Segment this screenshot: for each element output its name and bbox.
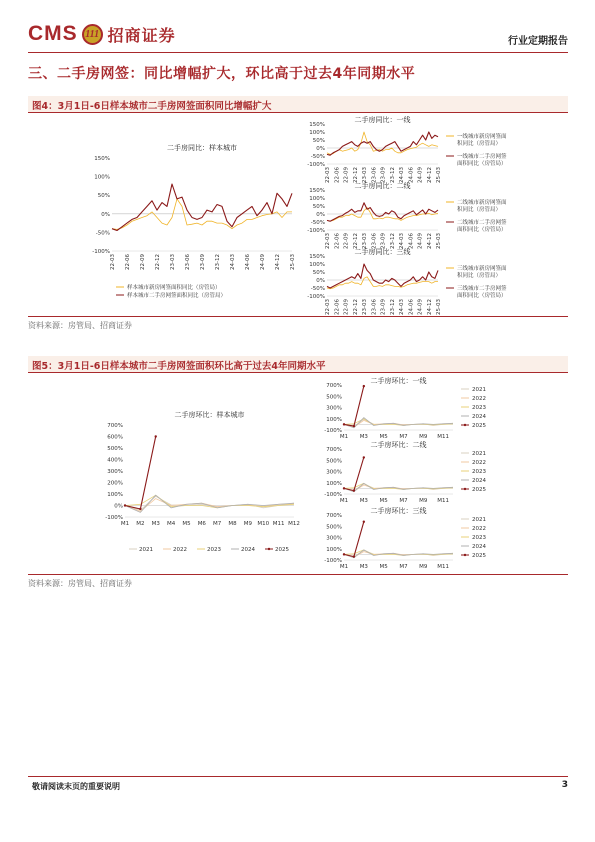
x-tick-label: M1	[120, 521, 130, 527]
x-tick-label: 23-12	[389, 299, 396, 315]
y-tick-label: -50%	[310, 286, 325, 292]
series-point	[363, 456, 365, 458]
x-tick-label: 23-09	[200, 254, 206, 270]
x-tick-label: 24-06	[408, 299, 415, 315]
legend-label: 2023	[472, 405, 486, 411]
x-tick-label: M1	[339, 564, 349, 570]
chart-mom-sample	[95, 405, 300, 557]
x-tick-label: M5	[379, 498, 388, 504]
x-tick-label: M9	[419, 498, 428, 504]
yoy-tier2-svg	[305, 182, 507, 250]
x-tick-label: 24-12	[426, 233, 433, 249]
x-tick-label: 23-06	[185, 254, 191, 270]
x-tick-label: 22-09	[343, 233, 350, 249]
legend-label: 2025	[472, 487, 486, 493]
y-tick-label: 100%	[107, 492, 123, 498]
x-tick-label: 25-03	[290, 254, 296, 270]
series-point	[363, 521, 365, 523]
x-tick-label: M1	[339, 498, 349, 504]
chart-mom-tier3	[322, 507, 487, 572]
section-title: 三、二手房网签：同比增幅扩大，环比高于过去4年同期水平	[28, 66, 416, 82]
x-tick-label: 22-03	[325, 299, 331, 315]
legend-label: 积同比（房管局）	[457, 141, 502, 147]
x-tick-label: 23-09	[380, 233, 387, 249]
y-tick-label: 100%	[309, 130, 325, 136]
y-tick-label: 700%	[326, 383, 342, 389]
yoy-tier3-title: 二手房同比：三线	[354, 248, 411, 256]
x-tick-label: 23-06	[371, 233, 378, 249]
y-tick-label: -100%	[324, 428, 342, 434]
logo-company-name: 招商证券	[107, 25, 176, 45]
figure4-source: 资料来源：房管局、招商证券	[28, 316, 568, 331]
y-tick-label: -50%	[95, 230, 110, 237]
x-tick-label: 24-12	[275, 254, 281, 270]
x-tick-label: 22-06	[125, 254, 131, 270]
legend-label: 2025	[472, 423, 486, 429]
y-tick-label: 0%	[316, 212, 325, 218]
series-point	[124, 504, 126, 506]
x-tick-label: M12	[288, 521, 300, 527]
legend-label: 2023	[472, 469, 486, 475]
y-tick-label: 300%	[326, 535, 342, 542]
x-tick-label: M11	[272, 521, 285, 527]
mom-tier1-title: 二手房环比：一线	[370, 377, 427, 385]
yoy-sample-title: 二手房同比：样本城市	[167, 144, 237, 152]
x-tick-label: 23-12	[389, 167, 396, 183]
x-tick-label: 22-03	[325, 167, 331, 183]
header-divider	[28, 52, 568, 53]
series-point	[353, 425, 355, 427]
y-tick-label: 500%	[326, 394, 342, 401]
report-type: 行业定期报告	[508, 36, 568, 47]
legend-marker	[464, 488, 466, 490]
legend-marker	[464, 424, 466, 426]
x-tick-label: 24-03	[399, 233, 405, 249]
legend-label: 积同比（房管局）	[457, 207, 502, 213]
chart-yoy-tier2	[305, 182, 507, 250]
logo-text: CMS	[28, 22, 78, 45]
legend-label: 样本城市二手房网签面积同比（房管局）	[127, 293, 227, 299]
y-tick-label: -50%	[310, 220, 325, 226]
legend-label: 三线城市二手房网签	[457, 286, 507, 292]
series-point	[343, 487, 345, 489]
y-tick-label: -100%	[307, 162, 325, 168]
x-tick-label: M1	[339, 434, 349, 440]
legend-label: 2021	[472, 451, 486, 457]
x-tick-label: 23-06	[371, 299, 378, 315]
x-tick-label: M3	[359, 564, 368, 570]
footer-divider	[28, 776, 568, 777]
x-tick-label: 23-03	[362, 299, 368, 315]
legend-label: 积同比（房管局）	[457, 273, 502, 279]
series-point	[155, 435, 157, 437]
legend-label: 2024	[472, 544, 486, 550]
x-tick-label: 24-12	[426, 167, 433, 183]
y-tick-label: -100%	[105, 515, 123, 521]
legend-label: 三线城市新房网签面	[457, 266, 507, 272]
x-tick-label: 23-09	[380, 299, 387, 315]
x-tick-label: 24-03	[399, 167, 405, 183]
chart-yoy-tier1	[305, 116, 507, 184]
legend-label: 2023	[472, 535, 486, 541]
legend-label: 2025	[275, 547, 289, 553]
x-tick-label: M9	[419, 564, 428, 570]
x-tick-label: 22-09	[343, 299, 350, 315]
x-tick-label: 23-09	[380, 167, 387, 183]
x-tick-label: M5	[182, 521, 191, 527]
y-tick-label: 150%	[309, 122, 325, 128]
x-tick-label: 24-09	[417, 299, 424, 315]
yoy-tier1-title: 二手房同比：一线	[354, 116, 411, 124]
mom-tier3-svg	[322, 507, 487, 572]
series-line-0	[327, 132, 438, 154]
x-tick-label: 22-06	[334, 167, 341, 183]
x-tick-label: M3	[359, 498, 368, 504]
x-tick-label: M9	[419, 434, 428, 440]
x-tick-label: 22-09	[343, 167, 350, 183]
x-tick-label: 23-12	[215, 254, 221, 270]
y-tick-label: 700%	[326, 513, 342, 519]
y-tick-label: -100%	[307, 228, 325, 234]
x-tick-label: 24-09	[417, 167, 424, 183]
x-tick-label: M8	[228, 521, 237, 527]
x-tick-label: M2	[136, 521, 145, 527]
legend-label: 2024	[472, 414, 486, 420]
legend-label: 面积同比（房管局）	[457, 227, 507, 233]
y-tick-label: 150%	[94, 156, 110, 162]
x-tick-label: M7	[399, 498, 408, 504]
series-point	[343, 423, 345, 425]
x-tick-label: 24-03	[399, 299, 405, 315]
y-tick-label: 200%	[107, 480, 123, 487]
x-tick-label: M6	[197, 521, 206, 527]
chart-mom-tier2	[322, 441, 487, 506]
legend-label: 一线城市新房网签面	[457, 134, 507, 140]
yoy-sample-svg	[88, 140, 298, 307]
legend-marker	[268, 548, 270, 550]
x-tick-label: 22-12	[352, 299, 359, 315]
y-tick-label: 100%	[94, 174, 110, 181]
x-tick-label: 22-03	[325, 233, 331, 249]
x-tick-label: 23-03	[362, 167, 368, 183]
yoy-tier1-svg	[305, 116, 507, 184]
y-tick-label: 500%	[107, 446, 123, 452]
y-tick-label: -100%	[324, 492, 342, 498]
y-tick-label: 50%	[312, 270, 325, 276]
y-tick-label: 100%	[326, 416, 342, 423]
x-tick-label: 22-09	[140, 254, 146, 270]
y-tick-label: 50%	[97, 193, 110, 200]
y-tick-label: 300%	[326, 405, 342, 412]
legend-label: 2022	[173, 547, 187, 553]
x-tick-label: M7	[399, 434, 408, 440]
y-tick-label: 0%	[114, 503, 123, 510]
legend-label: 2022	[472, 460, 486, 466]
x-tick-label: M4	[166, 521, 176, 527]
disclaimer-note: 敬请阅读末页的重要说明	[32, 782, 120, 791]
x-tick-label: 22-06	[334, 299, 341, 315]
x-tick-label: 25-03	[436, 299, 442, 315]
y-tick-label: 100%	[309, 262, 325, 268]
x-tick-label: 24-09	[260, 254, 266, 270]
x-tick-label: M7	[213, 521, 222, 527]
y-tick-label: 100%	[326, 480, 342, 487]
legend-label: 面积同比（房管局）	[457, 161, 507, 167]
y-tick-label: 50%	[312, 138, 325, 144]
legend-label: 二线城市二手房网签	[457, 220, 507, 226]
yoy-tier3-svg	[305, 248, 507, 316]
y-tick-label: 400%	[107, 457, 123, 464]
figure5-title: 图5：3月1日-6日样本城市二手房网签面积环比高于过去4年同期水平	[32, 361, 326, 372]
legend-label: 2021	[139, 547, 153, 553]
cms-logo	[28, 22, 176, 46]
y-tick-label: 700%	[107, 423, 123, 429]
x-tick-label: M11	[437, 564, 449, 570]
x-tick-label: 24-06	[408, 167, 415, 183]
x-tick-label: 24-09	[417, 233, 424, 249]
page-number: 3	[561, 780, 568, 790]
x-tick-label: 24-12	[426, 299, 433, 315]
y-tick-label: 100%	[326, 546, 342, 553]
x-tick-label: M3	[359, 434, 368, 440]
x-tick-label: M3	[151, 521, 160, 527]
logo-seal-icon	[82, 24, 103, 45]
chart-yoy-sample	[88, 140, 298, 307]
y-tick-label: -50%	[310, 154, 325, 160]
y-tick-label: 150%	[309, 254, 325, 260]
x-tick-label: M7	[399, 564, 408, 570]
x-tick-label: 25-03	[436, 167, 442, 183]
legend-label: 2021	[472, 517, 486, 523]
page-header	[28, 18, 568, 52]
series-point	[343, 553, 345, 555]
x-tick-label: 22-12	[155, 254, 161, 270]
y-tick-label: 600%	[107, 434, 123, 441]
legend-label: 2024	[241, 547, 255, 553]
legend-label: 样本城市新房网签面积同比（房管局）	[127, 285, 221, 291]
x-tick-label: M9	[243, 521, 253, 527]
x-tick-label: 22-03	[110, 254, 116, 270]
x-tick-label: 22-12	[352, 233, 359, 249]
x-tick-label: 24-03	[230, 254, 236, 270]
legend-label: 2025	[472, 553, 486, 559]
y-tick-label: -100%	[324, 558, 342, 564]
logo-seal-text: 111	[85, 28, 100, 40]
x-tick-label: 22-12	[352, 167, 359, 183]
mom-tier1-svg	[322, 377, 487, 442]
mom-sample-svg	[95, 405, 300, 557]
mom-tier2-title: 二手房环比：二线	[370, 441, 427, 449]
x-tick-label: M5	[379, 434, 388, 440]
legend-label: 2024	[472, 478, 486, 484]
figure4-title-bar	[28, 96, 568, 113]
y-tick-label: 0%	[316, 278, 325, 284]
legend-label: 2021	[472, 387, 486, 393]
x-tick-label: 22-06	[334, 233, 341, 249]
y-tick-label: 100%	[309, 196, 325, 202]
x-tick-label: M11	[437, 498, 449, 504]
legend-label: 2022	[472, 526, 486, 532]
series-point	[363, 385, 365, 387]
chart-yoy-tier3	[305, 248, 507, 316]
chart-mom-tier1	[322, 377, 487, 442]
x-tick-label: M10	[257, 521, 270, 527]
x-tick-label: M11	[437, 434, 449, 440]
y-tick-label: -100%	[307, 294, 325, 300]
x-tick-label: 23-06	[371, 167, 378, 183]
mom-sample-title: 二手房环比：样本城市	[174, 411, 245, 419]
figure4-title: 图4：3月1日-6日样本城市二手房网签面积同比增幅扩大	[32, 101, 272, 112]
series-line-1	[112, 184, 292, 231]
x-tick-label: M5	[379, 564, 388, 570]
y-tick-label: 500%	[326, 458, 342, 465]
x-tick-label: 24-06	[245, 254, 251, 270]
x-tick-label: 24-06	[408, 233, 415, 249]
x-tick-label: 23-03	[362, 233, 368, 249]
mom-tier3-title: 二手房环比：三线	[370, 507, 427, 515]
y-tick-label: 300%	[326, 469, 342, 476]
figure5-source: 资料来源：房管局、招商证券	[28, 574, 568, 589]
mom-tier2-svg	[322, 441, 487, 506]
x-tick-label: 25-03	[436, 233, 442, 249]
legend-label: 2022	[472, 396, 486, 402]
figure5-title-bar	[28, 356, 568, 373]
y-tick-label: 700%	[326, 447, 342, 453]
x-tick-label: 23-03	[170, 254, 176, 270]
series-line-0	[112, 199, 292, 230]
series-point	[139, 508, 141, 510]
y-tick-label: 50%	[312, 204, 325, 210]
legend-label: 二线城市新房网签面	[457, 200, 507, 206]
x-tick-label: 23-12	[389, 233, 396, 249]
legend-label: 2023	[207, 547, 221, 553]
y-tick-label: 0%	[101, 211, 110, 218]
series-point	[353, 555, 355, 557]
legend-label: 一线城市二手房网签	[457, 154, 507, 160]
legend-marker	[464, 554, 466, 556]
y-tick-label: 500%	[326, 524, 342, 531]
series-point	[353, 489, 355, 491]
y-tick-label: 300%	[107, 469, 123, 475]
series-line-3	[125, 495, 294, 512]
y-tick-label: 150%	[309, 188, 325, 194]
y-tick-label: 0%	[316, 146, 325, 152]
y-tick-label: -100%	[92, 249, 110, 255]
legend-label: 面积同比（房管局）	[457, 293, 507, 299]
yoy-tier2-title: 二手房同比：二线	[354, 182, 411, 190]
